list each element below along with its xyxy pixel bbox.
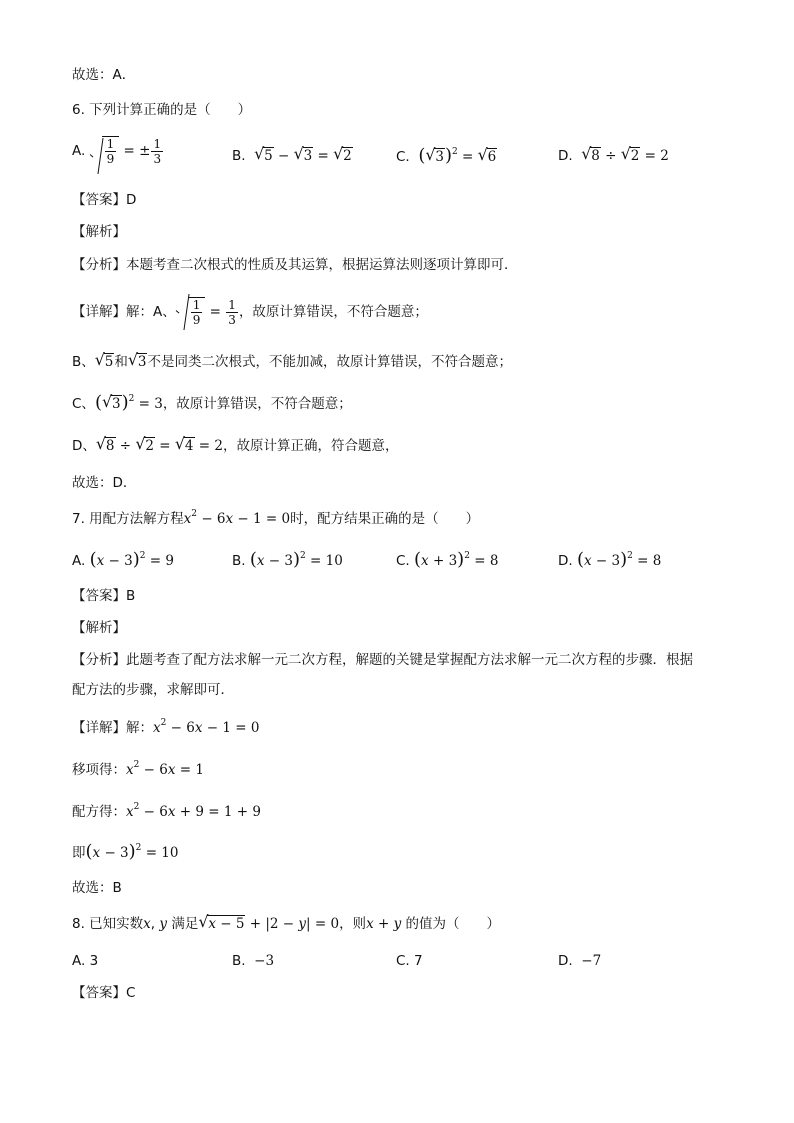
option-label: A. xyxy=(72,553,86,569)
answer-tag: 【答案】 xyxy=(72,588,126,604)
q7-option-b xyxy=(232,550,343,571)
fenxi-tag: 【分析】 xyxy=(72,652,126,668)
step-text: ，故原计算错误，不符合题意； xyxy=(238,304,428,320)
question-7-title xyxy=(72,509,479,529)
option-text: A. 3 xyxy=(72,953,99,969)
q7-option-a xyxy=(72,550,174,571)
q6-jiexi xyxy=(72,222,126,242)
option-value: 9 xyxy=(165,553,174,569)
q7-fenxi-1 xyxy=(72,650,693,670)
q6-option-b xyxy=(232,146,353,166)
q8-option-c xyxy=(396,951,423,971)
step-text: 和 xyxy=(114,354,128,370)
math-expression: $x^2 - 6x + 9 = 1 + 9$ xyxy=(126,802,261,820)
answer-tag: 【答案】 xyxy=(72,192,126,208)
q8-answer xyxy=(72,983,135,1003)
step-label: 移项得： xyxy=(72,762,126,778)
math-expression: √ x − 5 + |2 − y| = 0 xyxy=(198,916,339,932)
q6-guxuan xyxy=(72,473,136,493)
question-text: ，则 xyxy=(339,916,367,932)
q7-jiexi xyxy=(72,618,126,638)
step-text: ，故原计算错误，不符合题意； xyxy=(162,396,352,412)
q6-option-d xyxy=(558,146,669,166)
math-expression: $(x - 3)^2 = 10$ xyxy=(85,841,179,862)
math-expression: $(x - 3)^2 = 9$ xyxy=(89,549,174,570)
math-expression: √ 3 xyxy=(128,352,148,372)
question-text: 时，配方结果正确的是（ ） xyxy=(290,511,480,527)
conclusion-text: 故选：A． xyxy=(72,67,136,83)
q7-answer xyxy=(72,586,135,606)
option-label: C. xyxy=(396,149,410,165)
option-label: B. xyxy=(232,553,246,569)
q6-answer xyxy=(72,190,136,210)
conclusion-line xyxy=(72,65,135,85)
question-text: 6. 下列计算正确的是（ ） xyxy=(72,102,252,118)
step-label: 即 xyxy=(72,845,86,861)
conclusion-text: 故选：B xyxy=(72,880,122,896)
answer-value: B xyxy=(126,588,136,604)
option-label: C. xyxy=(396,553,410,569)
option-value: 8 xyxy=(652,553,662,569)
q6-option-a: A. $\frac{1}{9}$ = ± $\frac{1}{3}$ xyxy=(72,136,164,176)
q6-fenxi xyxy=(72,255,518,275)
math-expression: $\frac{1}{9}$ xyxy=(176,292,206,332)
q6-xiangjie-a: 【详解】解：A、 $\frac{1}{9}$ = $\frac{1}{3}$ ，故原计算错误，不符合题意； xyxy=(72,292,428,332)
question-text: 8. 已知实数 xyxy=(72,916,144,932)
q7-option-c xyxy=(396,550,498,571)
option-value: 8 xyxy=(489,553,499,569)
q7-yixiang xyxy=(72,760,204,780)
answer-value: D xyxy=(126,192,137,208)
q8-option-b xyxy=(232,951,274,971)
math-expression: x + y xyxy=(366,916,402,932)
math-expression: (√ 3)$^2$ = 3 xyxy=(95,396,163,412)
question-8-title: 8. 已知实数x, y 满足√ x − 5 + |2 − y| = 0，则x + y 的值为（ ） xyxy=(72,914,500,934)
math-expression: $(x + 3)^2 = 8$ xyxy=(414,549,499,570)
q7-guxuan xyxy=(72,878,122,898)
step-label: D、 xyxy=(72,438,96,454)
fenxi-tag: 【分析】 xyxy=(72,257,126,273)
step-text: 不是同类二次根式，不能加减，故原计算错误，不符合题意； xyxy=(147,354,512,370)
step-label: 解：A、 xyxy=(126,304,176,320)
q7-ji xyxy=(72,842,178,863)
math-expression: $x^2 - 6x = 1$ xyxy=(126,760,204,778)
option-text: C. 7 xyxy=(396,953,423,969)
q7-xiangjie xyxy=(72,718,259,738)
option-value: 10 xyxy=(325,553,343,569)
jiexi-tag: 【解析】 xyxy=(72,224,126,240)
q8-option-d xyxy=(558,951,601,971)
math-expression: $(x - 3)^2 = 8$ xyxy=(576,549,662,570)
math-expression: √ 8 ÷ √ 2 = 2 xyxy=(577,148,669,164)
question-text: 7. 用配方法解方程 xyxy=(72,511,184,527)
q6-option-c xyxy=(396,146,497,167)
option-value: −3 xyxy=(254,953,275,969)
math-expression: √ 5 − √ 3 = √ 2 xyxy=(250,148,353,164)
conclusion-text: 故选：D． xyxy=(72,475,137,491)
question-text: 的值为（ ） xyxy=(405,916,501,932)
q7-peifang xyxy=(72,802,261,822)
jiexi-tag: 【解析】 xyxy=(72,620,126,636)
option-label: B. xyxy=(232,953,246,969)
math-expression: √ 5 xyxy=(95,352,115,372)
step-text: 解： xyxy=(126,720,153,736)
math-expression: $(x - 3)^2 = 10$ xyxy=(249,549,343,570)
xiangjie-tag: 【详解】 xyxy=(72,720,126,736)
math-expression: √ 8 ÷ √ 2 = √ 4 = 2 xyxy=(96,438,223,454)
q7-fenxi-2 xyxy=(72,680,234,700)
option-label: B. xyxy=(232,148,246,164)
fenxi-text: 配方法的步骤，求解即可． xyxy=(72,682,234,698)
step-label: C、 xyxy=(72,396,95,412)
answer-tag: 【答案】 xyxy=(72,985,126,1001)
step-text: ，故原计算正确，符合题意， xyxy=(222,438,399,454)
option-label: A. xyxy=(72,143,86,159)
option-label: D. xyxy=(558,148,573,164)
math-expression: $\frac{1}{9}$ xyxy=(90,136,120,166)
q8-option-a xyxy=(72,951,98,971)
question-6-title xyxy=(72,100,251,120)
fenxi-text: 此题考查了配方法求解一元二次方程，解题的关键是掌握配方法求解一元二次方程的步骤．根据 xyxy=(126,652,693,668)
answer-value: C xyxy=(126,985,136,1001)
q7-option-d xyxy=(558,550,661,571)
xiangjie-tag: 【详解】 xyxy=(72,304,126,320)
math-expression: $x^2 - 6x - 1 = 0$ xyxy=(183,509,291,527)
q6-step-c xyxy=(72,393,352,414)
question-text: 满足 xyxy=(171,916,199,932)
option-value: −7 xyxy=(581,953,602,969)
math-expression: (√ 3)$^2$ = √ 6 xyxy=(414,149,497,165)
option-label: D. xyxy=(558,953,573,969)
step-label: B、 xyxy=(72,354,95,370)
q6-step-b xyxy=(72,352,512,372)
q6-step-d xyxy=(72,436,398,456)
step-label: 配方得： xyxy=(72,804,126,820)
option-label: D. xyxy=(558,553,573,569)
math-expression: $x^2 - 6x - 1 = 0$ xyxy=(153,718,260,736)
fenxi-text: 本题考查二次根式的性质及其运算，根据运算法则逐项计算即可． xyxy=(126,257,518,273)
